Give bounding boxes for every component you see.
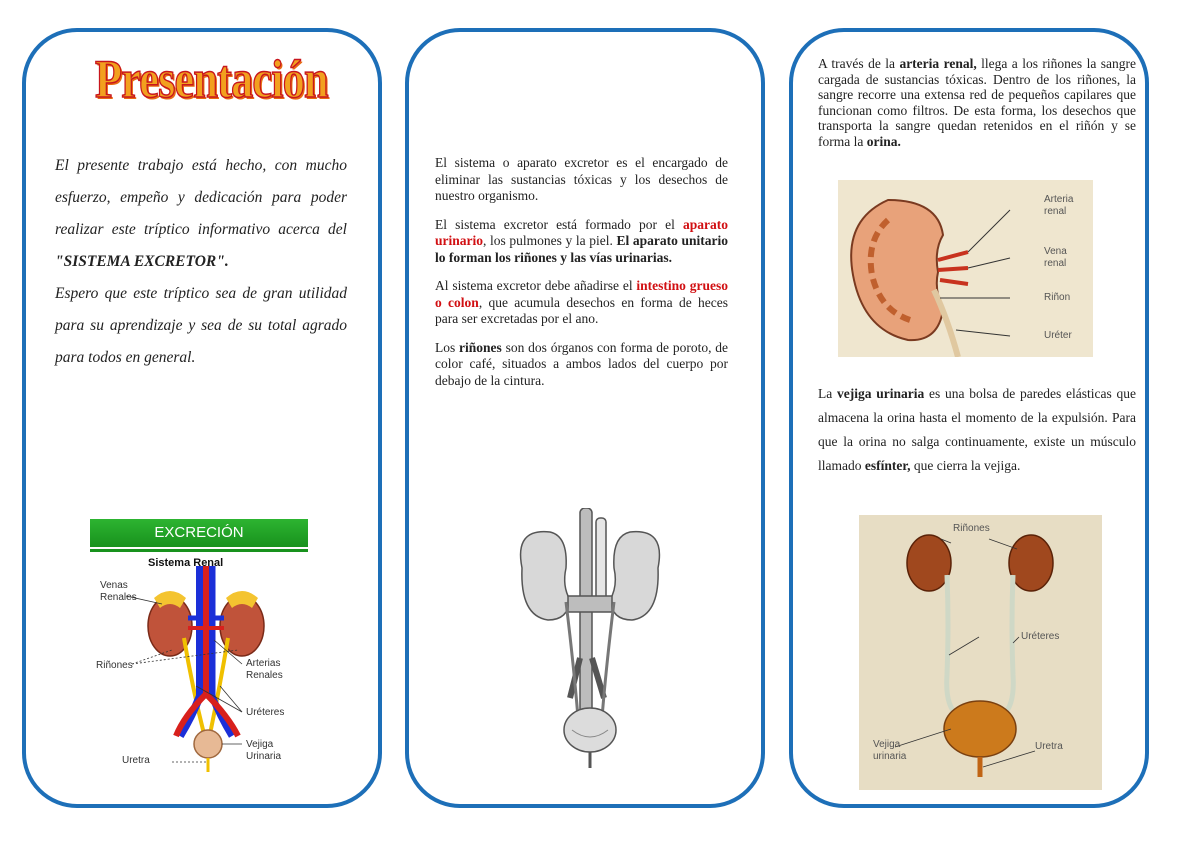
- vej-text-c: que cierra la vejiga.: [910, 458, 1021, 473]
- rinones-bold: riñones: [459, 339, 502, 355]
- p3-text-a: Al sistema excretor debe añadirse el: [435, 278, 637, 293]
- intro-text: [55, 150, 347, 374]
- p2-text-a: El sistema excretor está formado por el: [435, 216, 683, 232]
- urinary-system-drawing: [510, 508, 670, 770]
- label-vejiga: Vejiga Urinaria: [246, 739, 282, 762]
- vejiga-urinaria-bold: vejiga urinaria: [837, 386, 925, 401]
- label-photo-rinones: Riñones: [953, 523, 990, 534]
- p3-1-text-b: llega a los riñones la sangre cargada de sustancias tóxicas. Dentro de los riñones, la sangre recorre una extensa red de pequeños capilares que funcionan como filtros. De esta forma, los desechos que transporta la sangre quedan retenidos en el riñón y se forma la: [818, 56, 1136, 149]
- label-rinones: Riñones: [96, 660, 133, 671]
- panel2-paragraph-1: El sistema o aparato excretor es el encargado de eliminar las sustancias tóxicas y los desechos de nuestro organismo.: [435, 155, 728, 203]
- label-arteria-renal: Arteria renal: [1044, 194, 1074, 217]
- label-venas-renales: Venas Renales: [100, 580, 137, 603]
- p3-1-text-a: A través de la: [818, 56, 900, 71]
- excrecion-banner: [90, 519, 308, 547]
- intro-text-part2: Espero que este tríptico sea de gran utilidad para su aprendizaje y sea de su total agrado para todos en general.: [55, 285, 347, 366]
- label-ureter: Uréter: [1044, 330, 1072, 341]
- panel2-paragraph-3: [435, 278, 728, 328]
- vejiga-paragraph: [818, 382, 1136, 478]
- intro-paragraph: [55, 150, 347, 278]
- label-arterias-renales: Arterias Renales: [246, 658, 283, 681]
- label-uretra: Uretra: [122, 755, 150, 766]
- urinary-system-photo: [859, 515, 1102, 790]
- label-photo-uretra: Uretra: [1035, 741, 1063, 752]
- label-photo-ureteres: Uréteres: [1021, 631, 1060, 642]
- intro-paragraph-2: [55, 278, 347, 374]
- panel2-paragraph-4: [435, 340, 728, 390]
- esfinter-bold: esfínter,: [864, 458, 911, 473]
- p4-text-a: Los: [435, 339, 460, 355]
- label-rinon: Riñon: [1044, 292, 1071, 303]
- vej-text-b: es una bolsa de paredes elásticas que almacena la orina hasta el momento de la expulsión. Para que la orina no salga continuamente, existe un músculo llamado: [818, 386, 1136, 473]
- intestino-highlight: intestino grueso o colon: [435, 278, 729, 310]
- label-vena-renal: Vena renal: [1044, 246, 1067, 269]
- p3-text-b: , que acumula desechos en forma de heces para ser excretadas por el ano.: [435, 294, 728, 326]
- diagram-subtitle: Sistema Renal: [148, 557, 224, 569]
- label-photo-vejiga: Vejiga urinaria: [873, 739, 907, 762]
- intro-text-part1: El presente trabajo está hecho, con mucho esfuerzo, empeño y dedicación para poder realizar este tríptico informativo acerca del: [55, 157, 347, 238]
- kidney-cross-section-image: [838, 180, 1093, 357]
- vejiga-text: [818, 382, 1136, 478]
- banner-underline: [90, 549, 308, 552]
- panel2-text: [435, 155, 728, 401]
- arteria-renal-bold: arteria renal,: [899, 56, 977, 71]
- panel3-paragraph-1: [818, 56, 1136, 149]
- label-ureteres: Uréteres: [246, 707, 285, 718]
- presentation-title: Presentación: [95, 49, 328, 109]
- aparato-urinario-highlight: aparato urinario: [435, 216, 728, 248]
- banner-label: EXCRECIÓN: [154, 524, 244, 541]
- p2-bold-sentence: El aparato unitario lo forman los riñones y las vías urinarias.: [435, 233, 728, 265]
- intro-bold-title: "SISTEMA EXCRETOR".: [55, 253, 229, 270]
- vej-text-a: La: [818, 386, 837, 401]
- p4-text-b: son dos órganos con forma de poroto, de color café, situados a ambos lados del cuerpo por debajo de la cintura.: [435, 339, 728, 388]
- panel2-paragraph-2: [435, 217, 728, 267]
- orina-bold: orina.: [866, 133, 901, 149]
- panel3-text: [818, 56, 1136, 161]
- p2-text-b: , los pulmones y la piel.: [483, 233, 617, 248]
